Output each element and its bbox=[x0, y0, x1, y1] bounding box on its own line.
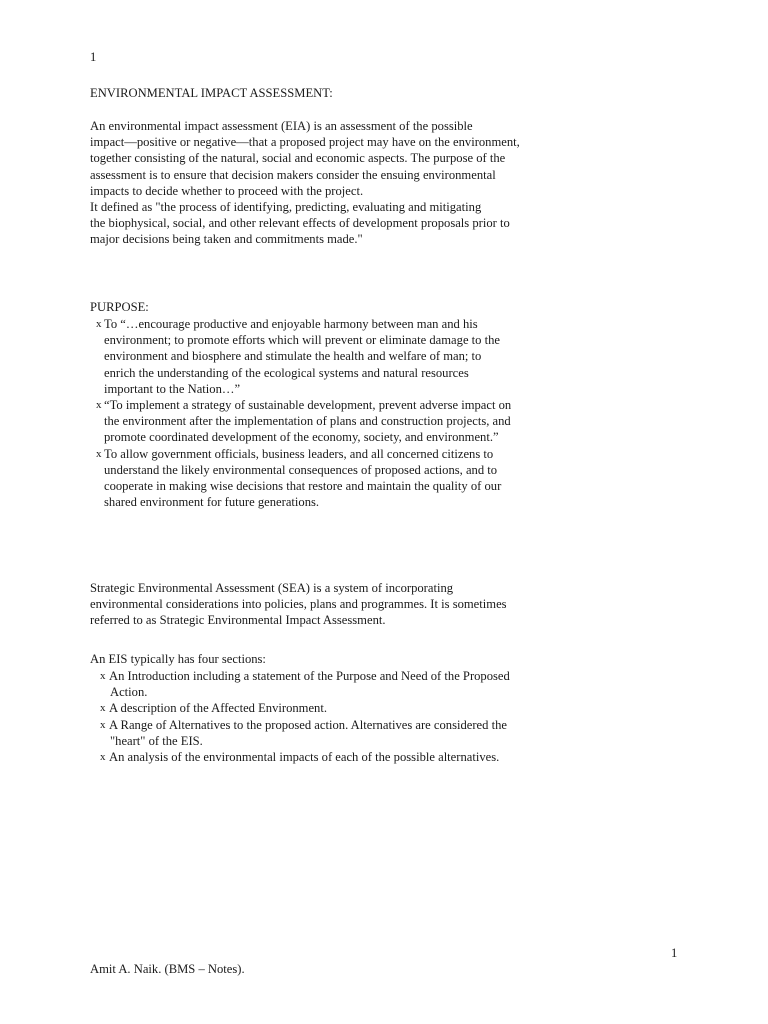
bullet-mark: x bbox=[100, 718, 106, 731]
list-item-text: "heart" of the EIS. bbox=[110, 733, 203, 748]
list-item bbox=[96, 397, 511, 446]
list-item-text: cooperate in making wise decisions that restore and maintain the quality of our bbox=[104, 479, 502, 494]
footer-author: Amit A. Naik. (BMS – Notes). bbox=[90, 962, 245, 976]
list-item-text: An analysis of the environmental impacts of each of the possible alternatives. bbox=[109, 750, 500, 765]
intro-line: It defined as "the process of identifying, predicting, evaluating and mitigating bbox=[90, 200, 482, 215]
bullet-mark: x bbox=[96, 318, 102, 330]
list-item-text: promote coordinated development of the economy, society, and environment.” bbox=[104, 430, 499, 445]
section-title: ENVIRONMENTAL IMPACT ASSESSMENT: bbox=[90, 86, 333, 100]
list-item bbox=[100, 668, 510, 700]
list-item bbox=[100, 717, 510, 749]
intro-paragraph bbox=[90, 118, 520, 248]
list-item-text: enrich the understanding of the ecological systems and natural resources bbox=[104, 365, 469, 380]
list-item-text: important to the Nation…” bbox=[104, 381, 241, 396]
sea-paragraph bbox=[90, 580, 507, 629]
list-item-text: To “…encourage productive and enjoyable harmony between man and his bbox=[104, 317, 478, 331]
intro-line: together consisting of the natural, social and economic aspects. The purpose of the bbox=[90, 151, 506, 166]
intro-line: impacts to decide whether to proceed with the project. bbox=[90, 183, 364, 198]
purpose-heading: PURPOSE: bbox=[90, 300, 149, 314]
eis-list bbox=[100, 668, 510, 765]
purpose-list bbox=[96, 316, 511, 510]
intro-line: major decisions being taken and commitments made." bbox=[90, 232, 363, 247]
intro-line: the biophysical, social, and other relevant effects of development proposals prior to bbox=[90, 216, 510, 231]
list-item-text: understand the likely environmental consequences of proposed actions, and to bbox=[104, 462, 498, 477]
bullet-mark: x bbox=[100, 751, 106, 764]
sea-line: environmental considerations into policies, plans and programmes. It is sometimes bbox=[90, 597, 507, 612]
list-item-text: environment and biosphere and stimulate the health and welfare of man; to bbox=[104, 349, 482, 364]
list-item-text: A description of the Affected Environment. bbox=[109, 701, 328, 716]
intro-line: impact—positive or negative—that a proposed project may have on the environment, bbox=[90, 135, 520, 150]
list-item bbox=[96, 316, 511, 397]
list-item-text: environment; to promote efforts which will prevent or eliminate damage to the bbox=[104, 333, 501, 348]
sea-line: referred to as Strategic Environmental Impact Assessment. bbox=[90, 613, 386, 628]
list-item-text: the environment after the implementation of plans and construction projects, and bbox=[104, 414, 511, 429]
intro-line: assessment is to ensure that decision makers consider the ensuing environmental bbox=[90, 167, 496, 182]
list-item-text: A Range of Alternatives to the proposed action. Alternatives are considered the bbox=[109, 717, 507, 732]
list-item bbox=[100, 700, 510, 716]
list-item-text: To allow government officials, business leaders, and all concerned citizens to bbox=[104, 446, 494, 461]
sea-line: Strategic Environmental Assessment (SEA) is a system of incorporating bbox=[90, 581, 454, 595]
page-number-top: 1 bbox=[90, 50, 97, 64]
list-item bbox=[100, 749, 510, 765]
list-item-text: shared environment for future generations. bbox=[104, 495, 320, 510]
list-item bbox=[96, 446, 511, 511]
page-number-bottom: 1 bbox=[671, 946, 678, 960]
intro-line: An environmental impact assessment (EIA) is an assessment of the possible bbox=[90, 119, 473, 133]
bullet-mark: x bbox=[96, 447, 102, 460]
list-item-text: An Introduction including a statement of the Purpose and Need of the Proposed bbox=[109, 669, 510, 683]
list-item-text: “To implement a strategy of sustainable development, prevent adverse impact on bbox=[104, 398, 512, 413]
bullet-mark: x bbox=[100, 670, 106, 682]
eis-heading: An EIS typically has four sections: bbox=[90, 652, 266, 666]
bullet-mark: x bbox=[100, 702, 106, 715]
list-item-text: Action. bbox=[110, 685, 148, 700]
bullet-mark: x bbox=[96, 399, 102, 412]
